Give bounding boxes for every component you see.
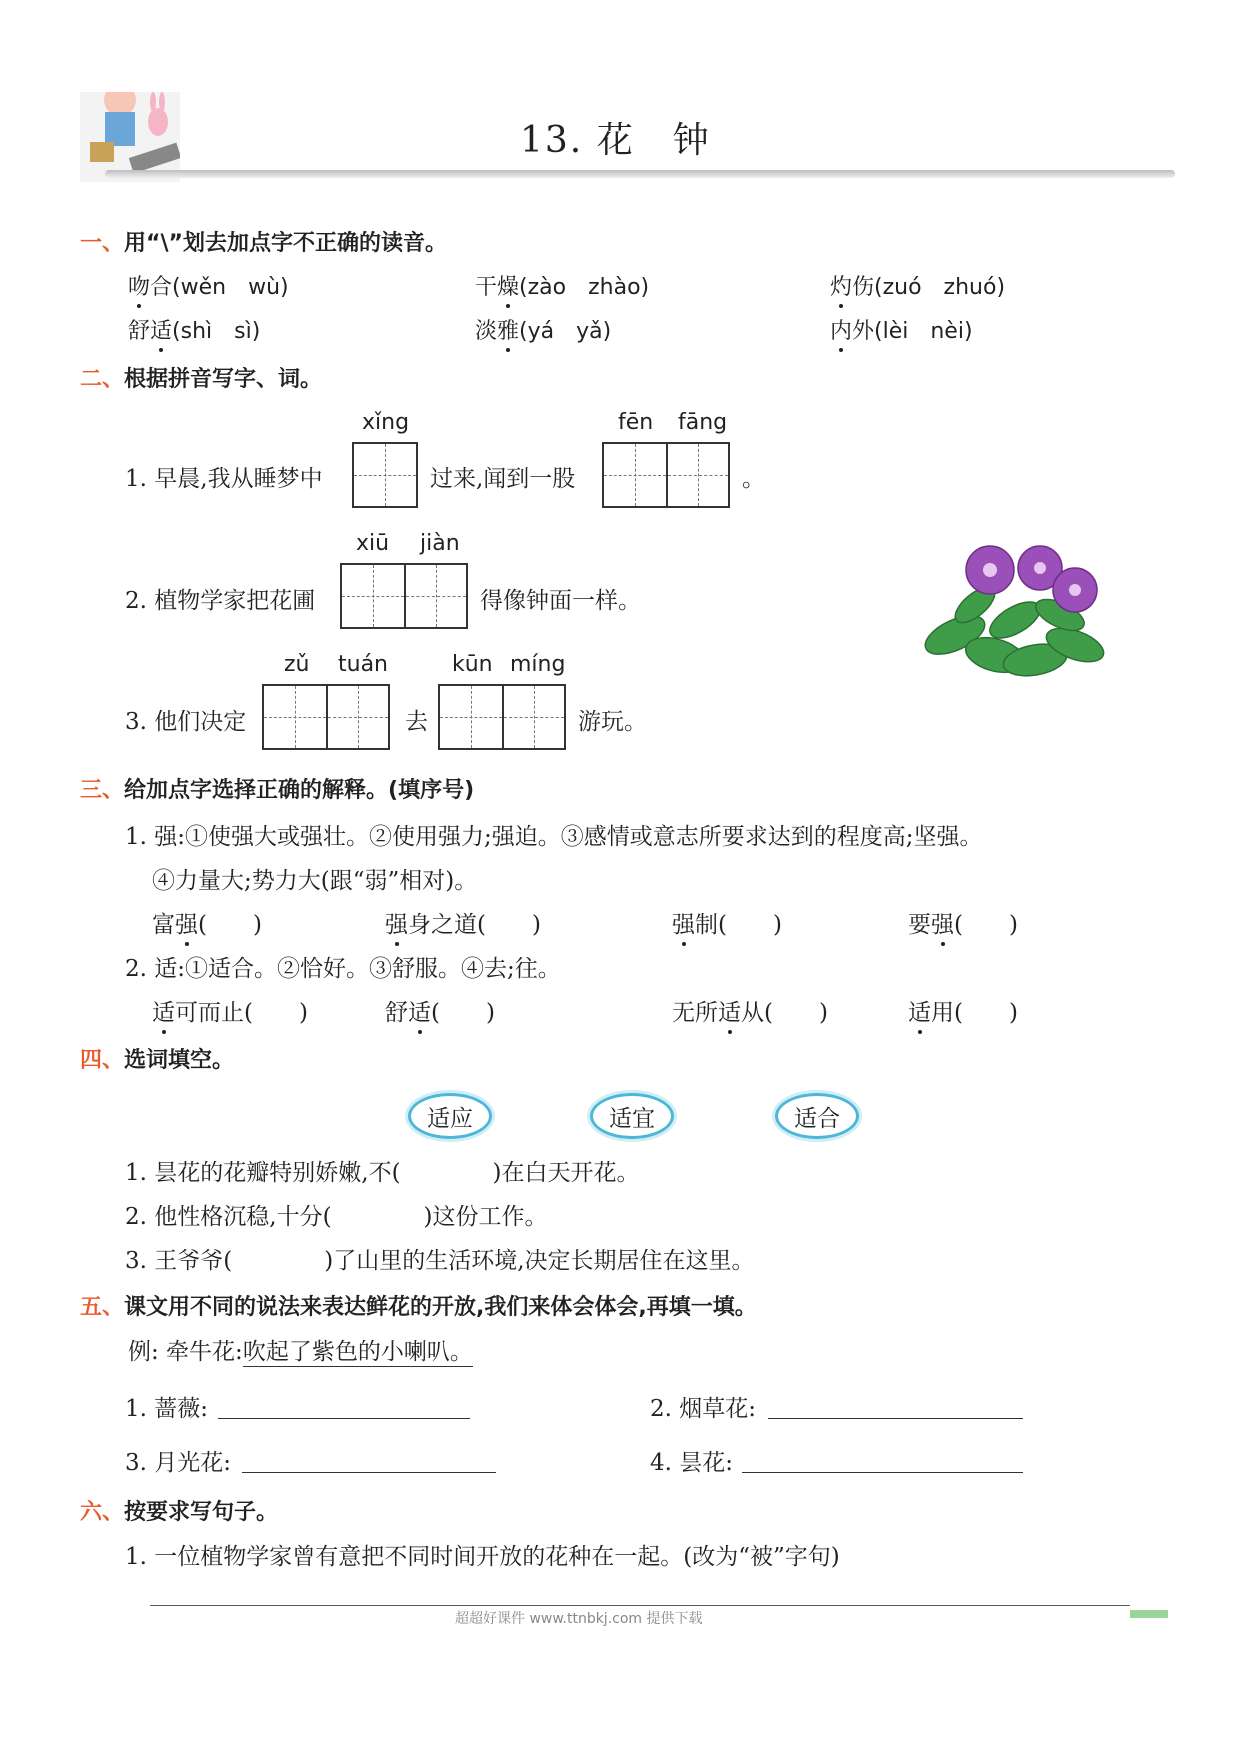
q2-1-text-a: 1. 早晨,我从睡梦中 [125, 466, 323, 492]
flower-item-4: 4. 昙花: [650, 1450, 734, 1476]
flower-item-1: 1. 蔷薇: [125, 1396, 209, 1422]
pinyin-tuan: tuán [338, 652, 388, 677]
rewrite-sentence-1: 1. 一位植物学家曾有意把不同时间开放的花种在一起。(改为“被”字句) [125, 1544, 840, 1570]
answer-line-3[interactable] [242, 1472, 496, 1473]
qiang-item-2: 强身之道( ) [385, 906, 541, 939]
pinyin-xing: xǐng [362, 410, 410, 435]
q2-3-text-b: 去 [405, 709, 428, 735]
shi-definitions: 2. 适:①适合。②恰好。③舒服。④去;往。 [125, 956, 561, 982]
answer-line-2[interactable] [768, 1418, 1023, 1419]
writing-grid-fenfang[interactable] [602, 442, 730, 508]
reading-item-4: 舒适(shì sì) [128, 314, 260, 345]
pinyin-ming: míng [510, 652, 566, 677]
section-6-heading: 六、按要求写句子。 [80, 1500, 279, 1525]
q2-3-text-c: 游玩。 [578, 709, 647, 735]
pinyin-jian: jiàn [420, 531, 460, 556]
shi-item-4: 适用( ) [908, 994, 1018, 1027]
pinyin-xiu: xiū [356, 531, 390, 556]
kids-illustration [80, 92, 180, 182]
section-3-heading: 三、给加点字选择正确的解释。(填序号) [80, 778, 475, 803]
pinyin-zu: zǔ [284, 652, 310, 677]
reading-item-3: 灼伤(zuó zhuó) [830, 270, 1005, 301]
section-5-heading: 五、课文用不同的说法来表达鲜花的开放,我们来体会体会,再填一填。 [80, 1295, 757, 1320]
fill-sentence-3: 3. 王爷爷( )了山里的生活环境,决定长期居住在这里。 [125, 1248, 755, 1274]
word-choice-shihe: 适合 [775, 1093, 859, 1139]
writing-grid-xiujian[interactable] [340, 563, 468, 629]
qiang-item-4: 要强( ) [908, 906, 1018, 939]
q2-1-text-c: 。 [742, 466, 765, 492]
fill-sentence-2: 2. 他性格沉稳,十分( )这份工作。 [125, 1204, 548, 1230]
qiang-item-1: 富强( ) [152, 906, 262, 939]
answer-line-6[interactable] [150, 1605, 1130, 1606]
shi-item-2: 舒适( ) [385, 994, 495, 1027]
footer-watermark: 超超好课件 www.ttnbkj.com 提供下载 [455, 1611, 703, 1627]
writing-grid-kunming[interactable] [438, 684, 566, 750]
page-title: 13. 花 钟 [520, 120, 711, 161]
title-underline [105, 170, 1175, 178]
section-1-heading: 一、用“\”划去加点字不正确的读音。 [80, 231, 447, 256]
shi-item-1: 适可而止( ) [152, 994, 308, 1027]
reading-item-2: 干燥(zào zhào) [475, 270, 649, 301]
qiang-definitions-cont: ④力量大;势力大(跟“弱”相对)。 [152, 868, 478, 894]
flower-item-2: 2. 烟草花: [650, 1396, 757, 1422]
flower-item-3: 3. 月光花: [125, 1450, 232, 1476]
shi-item-3: 无所适从( ) [672, 994, 828, 1027]
q2-1-text-b: 过来,闻到一股 [430, 466, 576, 492]
pinyin-fen: fēn [618, 410, 654, 435]
q2-2-text-b: 得像钟面一样。 [480, 588, 641, 614]
answer-line-4[interactable] [742, 1472, 1023, 1473]
word-choice-shiyi: 适宜 [590, 1093, 674, 1139]
page-tab [1130, 1610, 1168, 1618]
reading-item-5: 淡雅(yá yǎ) [475, 314, 611, 345]
writing-grid-xing[interactable] [352, 442, 418, 508]
pinyin-kun: kūn [452, 652, 493, 677]
reading-item-1: 吻合(wěn wù) [128, 270, 289, 301]
morning-glory-illustration [915, 540, 1120, 690]
answer-line-1[interactable] [218, 1418, 470, 1419]
section-4-heading: 四、选词填空。 [80, 1048, 235, 1073]
reading-item-6: 内外(lèi nèi) [830, 314, 973, 345]
example-line: 例: 牵牛花:吹起了紫色的小喇叭。 [128, 1333, 473, 1367]
word-choice-shiying: 适应 [408, 1093, 492, 1139]
section-2-heading: 二、根据拼音写字、词。 [80, 367, 323, 392]
fill-sentence-1: 1. 昙花的花瓣特别娇嫩,不( )在白天开花。 [125, 1160, 640, 1186]
qiang-definitions: 1. 强:①使强大或强壮。②使用强力;强迫。③感情或意志所要求达到的程度高;坚强。 [125, 824, 983, 850]
pinyin-fang: fāng [678, 410, 728, 435]
qiang-item-3: 强制( ) [672, 906, 782, 939]
q2-2-text-a: 2. 植物学家把花圃 [125, 588, 316, 614]
q2-3-text-a: 3. 他们决定 [125, 709, 247, 735]
writing-grid-zutuan[interactable] [262, 684, 390, 750]
